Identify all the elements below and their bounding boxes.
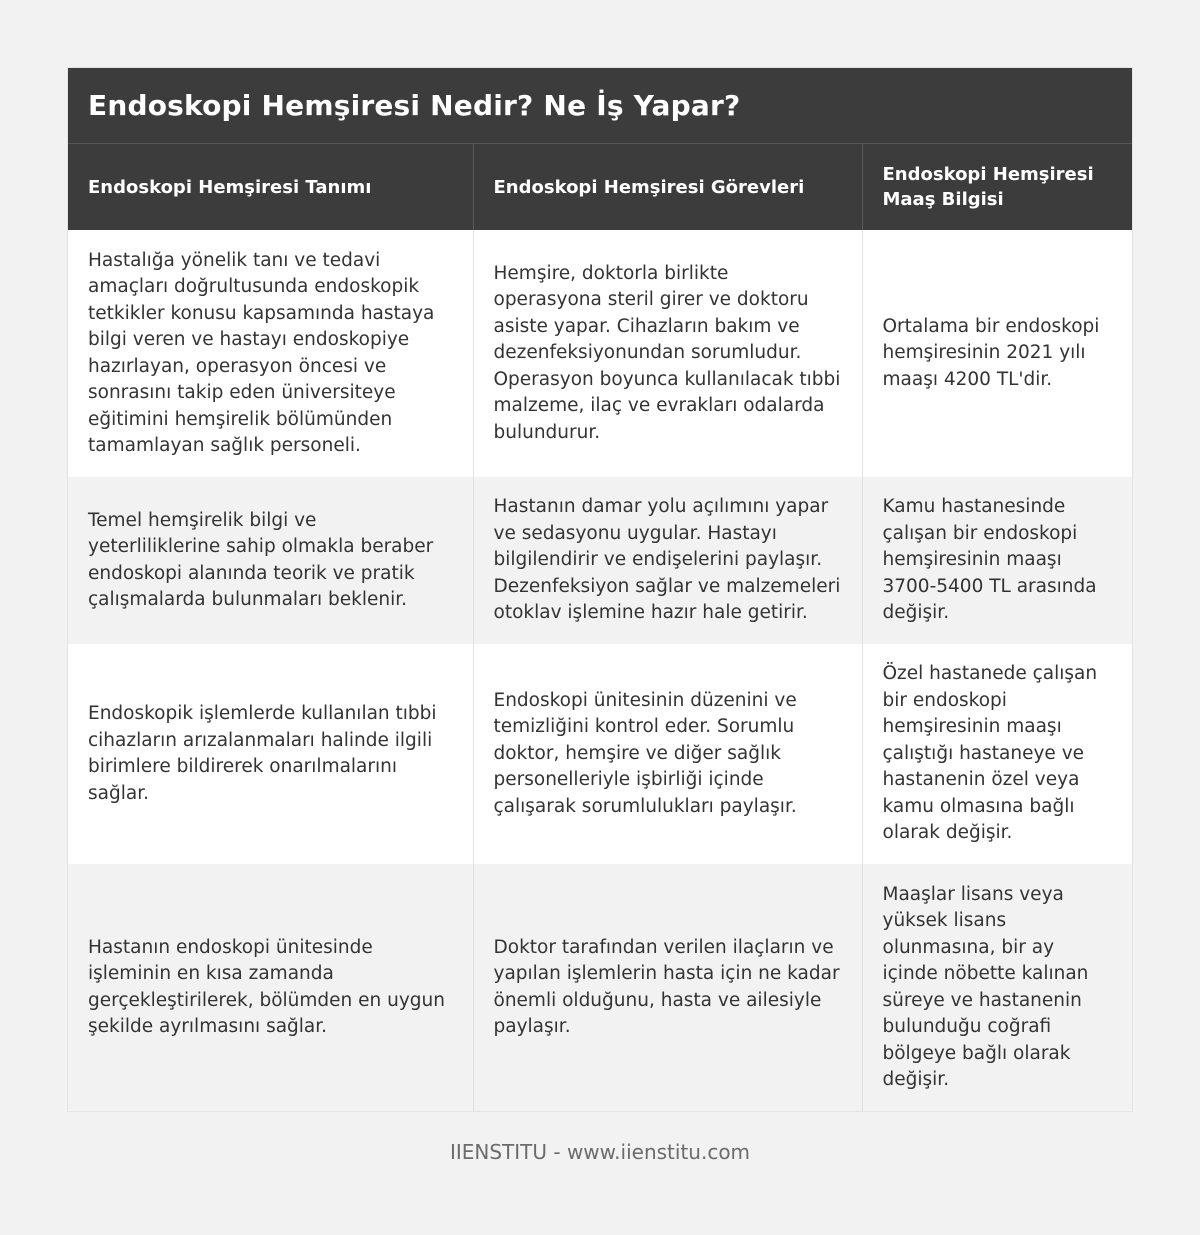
table-cell: Ortalama bir endoskopi hemşiresinin 2021 yılı maaşı 4200 TL'dir. (862, 230, 1132, 477)
column-header-definition: Endoskopi Hemşiresi Tanımı (68, 144, 473, 230)
info-table (68, 144, 1132, 1111)
column-header-salary: Endoskopi Hemşiresi Maaş Bilgisi (862, 144, 1132, 230)
page-title: Endoskopi Hemşiresi Nedir? Ne İş Yapar? (88, 89, 741, 122)
table-row (68, 477, 1132, 644)
footer-credit: IIENSTITU - www.iienstitu.com (449, 1140, 751, 1164)
title-bar (68, 68, 1132, 144)
table-cell: Hastalığa yönelik tanı ve tedavi amaçları doğrultusunda endoskopik tetkikler konusu kapsamında hastaya bilgi veren ve hastayı endoskopiye hazırlayan, operasyon öncesi ve sonrasını takip eden üniversiteye eğitimini hemşirelik bölümünden tamamlayan sağlık personeli. (68, 230, 473, 477)
table-cell: Endoskopik işlemlerde kullanılan tıbbi cihazların arızalanmaları halinde ilgili birimlere bildirerek onarılmalarını sağlar. (68, 644, 473, 864)
table-row (68, 864, 1132, 1111)
table-cell: Özel hastanede çalışan bir endoskopi hemşiresinin maaşı çalıştığı hastaneye ve hastanenin özel veya kamu olmasına bağlı olarak değişir. (862, 644, 1132, 864)
table-cell: Kamu hastanesinde çalışan bir endoskopi hemşiresinin maaşı 3700-5400 TL arasında değişir. (862, 477, 1132, 644)
table-cell: Temel hemşirelik bilgi ve yeterliliklerine sahip olmakla beraber endoskopi alanında teorik ve pratik çalışmalarda bulunmaları beklenir. (68, 477, 473, 644)
table-cell: Maaşlar lisans veya yüksek lisans olunmasına, bir ay içinde nöbette kalınan süreye ve hastanenin bulunduğu coğrafi bölgeye bağlı olarak değişir. (862, 864, 1132, 1111)
column-header-duties: Endoskopi Hemşiresi Görevleri (473, 144, 862, 230)
content-card (68, 68, 1132, 1111)
table-cell: Endoskopi ünitesinin düzenini ve temizliğini kontrol eder. Sorumlu doktor, hemşire ve diğer sağlık personelleriyle işbirliği içinde çalışarak sorumlulukları paylaşır. (473, 644, 862, 864)
table-header-row (68, 144, 1132, 230)
table-cell: Hastanın endoskopi ünitesinde işleminin en kısa zamanda gerçekleştirilerek, bölümden en uygun şekilde ayrılmasını sağlar. (68, 864, 473, 1111)
table-cell: Doktor tarafından verilen ilaçların ve yapılan işlemlerin hasta için ne kadar önemli olduğunu, hasta ve ailesiyle paylaşır. (473, 864, 862, 1111)
table-cell: Hastanın damar yolu açılımını yapar ve sedasyonu uygular. Hastayı bilgilendirir ve endişelerini paylaşır. Dezenfeksiyon sağlar ve malzemeleri otoklav işlemine hazır hale getirir. (473, 477, 862, 644)
table-row (68, 230, 1132, 477)
table-row (68, 644, 1132, 864)
table-cell: Hemşire, doktorla birlikte operasyona steril girer ve doktoru asiste yapar. Cihazların bakım ve dezenfeksiyonundan sorumludur. Operasyon boyunca kullanılacak tıbbi malzeme, ilaç ve evrakları odalarda bulundurur. (473, 230, 862, 477)
